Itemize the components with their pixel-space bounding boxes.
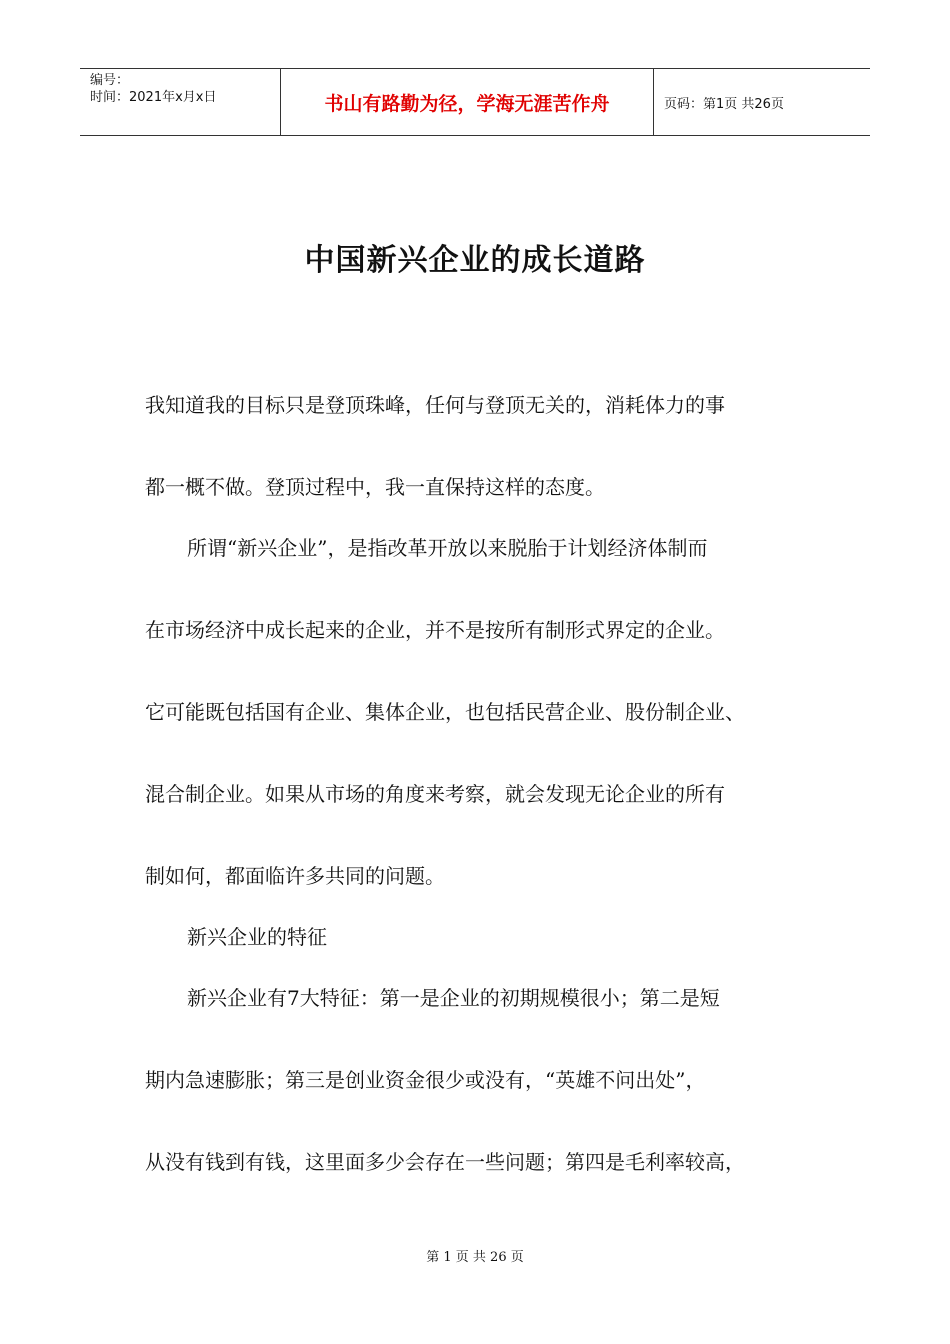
header-meta-cell xyxy=(80,69,281,135)
header-table xyxy=(80,68,870,136)
body-line: 制如何，都面临许多共同的问题。 xyxy=(145,864,445,888)
body-line: 新兴企业有7大特征：第一是企业的初期规模很小；第二是短 xyxy=(187,986,720,1010)
page-footer: 第 1 页 共 26 页 xyxy=(426,1250,524,1265)
number-label: 编号： xyxy=(90,73,130,88)
body-line: 在市场经济中成长起来的企业，并不是按所有制形式界定的企业。 xyxy=(145,618,725,642)
body-line: 我知道我的目标只是登顶珠峰，任何与登顶无关的，消耗体力的事 xyxy=(145,393,725,417)
body-line: 从没有钱到有钱，这里面多少会存在一些问题；第四是毛利率较高， xyxy=(145,1150,745,1174)
body-line: 它可能既包括国有企业、集体企业，也包括民营企业、股份制企业、 xyxy=(145,700,745,724)
body-line: 混合制企业。如果从市场的角度来考察，就会发现无论企业的所有 xyxy=(145,782,725,806)
body-line: 所谓“新兴企业”，是指改革开放以来脱胎于计划经济体制而 xyxy=(187,536,708,560)
document-title: 中国新兴企业的成长道路 xyxy=(304,243,646,278)
document-body xyxy=(145,385,825,1182)
section-heading: 新兴企业的特征 xyxy=(187,925,327,949)
time-label: 时间：2021年x月x日 xyxy=(90,90,217,105)
body-line: 都一概不做。登顶过程中，我一直保持这样的态度。 xyxy=(145,475,605,499)
page-info: 页码：第1页 共26页 xyxy=(664,96,784,112)
body-line: 期内急速膨胀；第三是创业资金很少或没有，“英雄不问出处”， xyxy=(145,1068,706,1092)
motto: 书山有路勤为径，学海无涯苦作舟 xyxy=(281,69,654,135)
